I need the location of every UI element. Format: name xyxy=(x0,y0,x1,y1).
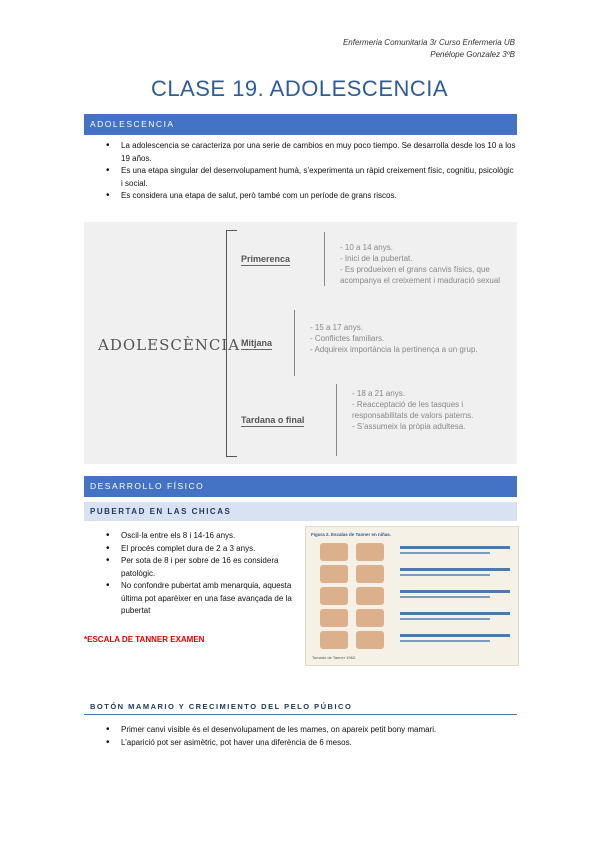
detail-item: - Es produeixen el grans canvis físics, que acompanya el creixement i maduració sexual xyxy=(340,264,515,286)
list-item: • Oscil·la entre els 8 i 14-16 anys. xyxy=(106,530,296,543)
figure-source: Tomado de Tanner 1962. xyxy=(312,655,357,660)
stage-brace xyxy=(324,232,325,286)
pubertad-bullets xyxy=(106,530,296,618)
detail-item: - Inici de la pubertat. xyxy=(340,253,515,264)
detail-item: - 15 a 17 anys. xyxy=(310,322,510,333)
tanner-stage-row xyxy=(312,631,512,649)
header-course: Enfermeria Comunitaria 3r Curso Enfermeria UB xyxy=(342,38,515,47)
list-item: • La adolescencia se caracteriza por una serie de cambios en muy poco tiempo. Se desarrolla desde los 10 a los 19 años. xyxy=(106,140,516,165)
stage-details-primerenca xyxy=(340,242,515,286)
main-brace xyxy=(226,230,237,457)
detail-item: - Conflictes familiars. xyxy=(310,333,510,344)
adolescence-stages-diagram xyxy=(84,222,517,464)
stage-details-tardana xyxy=(352,388,512,432)
stage-label: Mitjana xyxy=(241,338,273,348)
list-item: • No confondre pubertat amb menarquia, aquesta última pot aparèixer en una fase avançada de la pubertat xyxy=(106,580,296,618)
stage-label: Primerenca xyxy=(241,254,291,264)
page-title: CLASE 19. ADOLESCENCIA xyxy=(150,76,449,101)
list-item: • El procés complet dura de 2 a 3 anys. xyxy=(106,543,296,556)
list-item: • L’aparició pot ser asimètric, pot haver una diferència de 6 mesos. xyxy=(106,737,516,750)
tanner-exam-note: *ESCALA DE TANNER EXAMEN xyxy=(84,635,205,644)
stage-details-mitjana xyxy=(310,322,510,355)
detail-item: - 18 a 21 anys. xyxy=(352,388,512,399)
list-item: • Primer canvi visible és el desenvolupament de les mames, on apareix petit bony mamari. xyxy=(106,724,516,737)
stage-primerenca xyxy=(241,254,290,264)
detail-item: - S’assumeix la pròpia adultesa. xyxy=(352,421,512,432)
detail-item: - Reacceptació de les tasques i responsabilitats de valors paterns. xyxy=(352,399,512,421)
section-heading-desarrollo: DESARROLLO FÍSICO xyxy=(84,476,517,497)
tanner-stage-row xyxy=(312,587,512,605)
subheading-boton-mamario: BOTÓN MAMARIO Y CRECIMIENTO DEL PELO PÚBICO xyxy=(84,702,517,715)
figure-title: Figura 2. Escalas de Tanner en niñas. xyxy=(311,532,391,537)
list-item: • Per sota de 8 i per sobre de 16 es considera patològic. xyxy=(106,555,296,580)
tanner-stage-row xyxy=(312,565,512,583)
stage-brace xyxy=(294,310,295,376)
detail-item: - 10 a 14 anys. xyxy=(340,242,515,253)
diagram-root-label: ADOLESCÈNCIA xyxy=(98,336,241,354)
adolescencia-bullets xyxy=(106,140,516,203)
header-author: Penélope Gonzalez 3ºB xyxy=(430,50,515,59)
tanner-stage-row xyxy=(312,609,512,627)
stage-tardana xyxy=(241,415,304,425)
list-item: • Es considera una etapa de salut, però també com un període de grans riscos. xyxy=(106,190,516,203)
boton-bullets xyxy=(106,724,516,749)
stage-brace xyxy=(336,384,337,456)
detail-item: - Adquireix importància la pertinença a un grup. xyxy=(310,344,510,355)
tanner-stage-row xyxy=(312,543,512,561)
stage-label: Tardana o final xyxy=(241,415,305,425)
subheading-pubertad: PUBERTAD EN LAS CHICAS xyxy=(84,502,517,521)
stage-mitjana xyxy=(241,338,272,348)
section-heading-adolescencia: ADOLESCENCIA xyxy=(84,114,517,135)
tanner-scale-figure xyxy=(305,526,519,666)
list-item: • Es una etapa singular del desenvolupament humà, s’experimenta un ràpid creixement físic, cognitiu, psicològic i social. xyxy=(106,165,516,190)
